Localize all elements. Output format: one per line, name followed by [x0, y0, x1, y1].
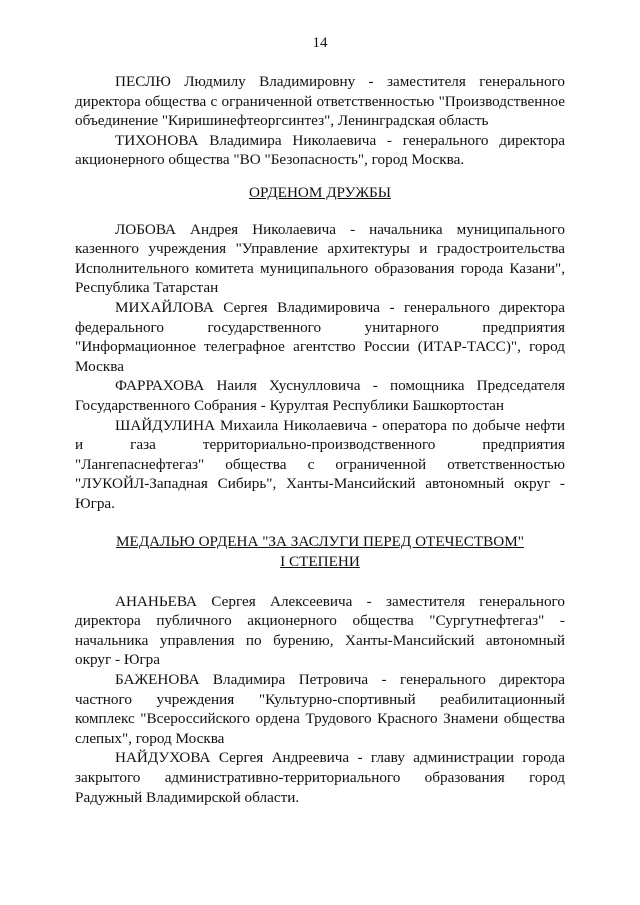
award-entry: МИХАЙЛОВА Сергея Владимировича - генерального директора федерального государственного унитарного предприятия "Информационное телеграфное агентство России (ИТАР-ТАСС)", город Москва	[75, 298, 565, 375]
award-entry: БАЖЕНОВА Владимира Петровича - генерального директора частного учреждения "Культурно-спортивный реабилитационный комплекс "Всероссийского ордена Трудового Красного Знамени общества слепых", город Москва	[75, 671, 565, 747]
award-entry: ТИХОНОВА Владимира Николаевича - генерального директора акционерного общества "ВО "Безопасность", город Москва.	[75, 131, 565, 169]
award-entry: ФАРРАХОВА Наиля Хуснулловича - помощника Председателя Государственного Собрания - Курултая Республики Башкортостан	[75, 377, 565, 414]
award-entry: ПЕСЛЮ Людмилу Владимировну - заместителя генерального директора общества с ограниченной ответственностью "Производственное объединение "Киришинефтеоргсинтез", Ленинградская область	[75, 73, 565, 130]
award-entry: ЛОБОВА Андрея Николаевича - начальника муниципального казенного учреждения "Управление архитектуры и градостроительства Исполнительного комитета муниципального образования города Казани", Республика Татарстан	[75, 220, 565, 297]
document-body	[75, 72, 565, 807]
award-entry: ШАЙДУЛИНА Михаила Николаевича - оператора по добыче нефти и газа территориально-производственного предприятия "Лангепаснефтегаз" общества с ограниченной ответственностью "ЛУКОЙЛ-Западная Сибирь", Ханты-Мансийский автономный округ - Югра.	[75, 416, 565, 512]
award-entry: АНАНЬЕВА Сергея Алексеевича - заместителя генерального директора публичного акционерного общества "Сургутнефтегаз" - начальника управления по бурению, Ханты-Мансийский автономный округ - Югра	[75, 592, 565, 669]
section-heading-line: I СТЕПЕНИ	[280, 553, 360, 571]
award-entry: НАЙДУХОВА Сергея Андреевича - главу администрации города закрытого административно-территориального образования город Радужный Владимирской области.	[75, 749, 565, 806]
section-heading-line: МЕДАЛЬЮ ОРДЕНА "ЗА ЗАСЛУГИ ПЕРЕД ОТЕЧЕСТВОМ"	[116, 533, 524, 551]
section-heading-order-of-friendship	[75, 183, 565, 203]
section-heading-medal-for-merit	[75, 532, 565, 571]
page-number: 14	[312, 35, 328, 51]
section-heading-line: ОРДЕНОМ ДРУЖБЫ	[249, 183, 391, 201]
